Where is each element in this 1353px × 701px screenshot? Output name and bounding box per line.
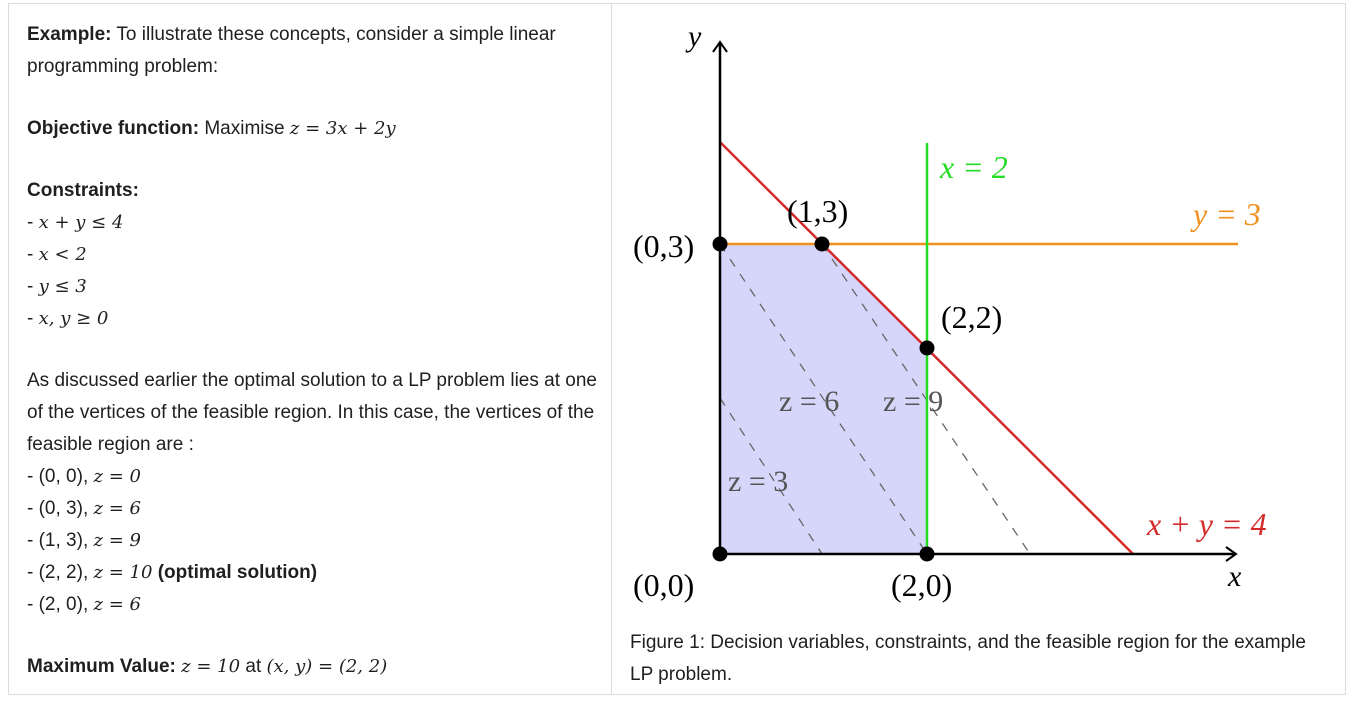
constraints-label: Constraints: [27, 180, 139, 201]
vertex-item: - (2, 0), z = 6 [27, 594, 141, 615]
max-label: Maximum Value: [27, 656, 176, 677]
vertex-2-2 [920, 341, 935, 356]
vertex-0-3 [713, 237, 728, 252]
label-z3: z = 3 [728, 465, 789, 498]
y-axis-label: y [688, 20, 702, 53]
objective-line [27, 113, 602, 145]
constraint-item: - y ≤ 3 [27, 276, 87, 297]
vertex-item: - (2, 2), z = 10 (optimal solution) [27, 562, 318, 583]
label-p00: (0,0) [633, 567, 695, 603]
max-point: (x, y) = (2, 2) [266, 656, 388, 677]
objective-expr: z = 3x + 2y [289, 118, 396, 139]
x-axis-label: x [1228, 560, 1242, 593]
discussion-paragraph: As discussed earlier the optimal solution to a LP problem lies at one of the vertices of the feasible region. In this case, the vertices of the feasible region are : [27, 370, 597, 455]
vertex-item: - (0, 3), z = 6 [27, 498, 141, 519]
figure-caption: Figure 1: Decision variables, constraints, and the feasible region for the example LP problem. [630, 632, 1306, 685]
label-y3: y = 3 [1193, 196, 1261, 232]
max-expr: z = 10 [181, 656, 241, 677]
constraint-item: - x + y ≤ 4 [27, 212, 124, 233]
vertex-0-0 [713, 547, 728, 562]
feasible-region-figure [620, 5, 1340, 605]
label-p13: (1,3) [787, 193, 849, 229]
label-z9: z = 9 [883, 385, 944, 418]
label-xy4: x + y = 4 [1147, 506, 1267, 542]
example-text: To illustrate these concepts, consider a simple linear programming problem: [27, 24, 556, 77]
example-label: Example: [27, 24, 112, 45]
optimal-note: (optimal solution) [157, 562, 318, 583]
vertex-item: - (1, 3), z = 9 [27, 530, 141, 551]
example-paragraph [27, 19, 602, 83]
constraint-item: - x, y ≥ 0 [27, 308, 109, 329]
objective-word: Maximise [199, 118, 290, 139]
label-p22: (2,2) [941, 299, 1003, 335]
vertex-1-3 [815, 237, 830, 252]
objective-label: Objective function: [27, 118, 200, 139]
constraint-item: - x < 2 [27, 244, 87, 265]
label-p20: (2,0) [891, 567, 953, 603]
column-divider [611, 3, 612, 695]
vertex-2-0 [920, 547, 935, 562]
label-z6: z = 6 [779, 385, 840, 418]
label-p03: (0,3) [633, 228, 695, 264]
label-x2: x = 2 [940, 149, 1008, 185]
maximum-line: Maximum Value: z = 10 at (x, y) = (2, 2) [27, 656, 388, 677]
vertex-item: - (0, 0), z = 0 [27, 466, 141, 487]
text-column [27, 19, 602, 683]
